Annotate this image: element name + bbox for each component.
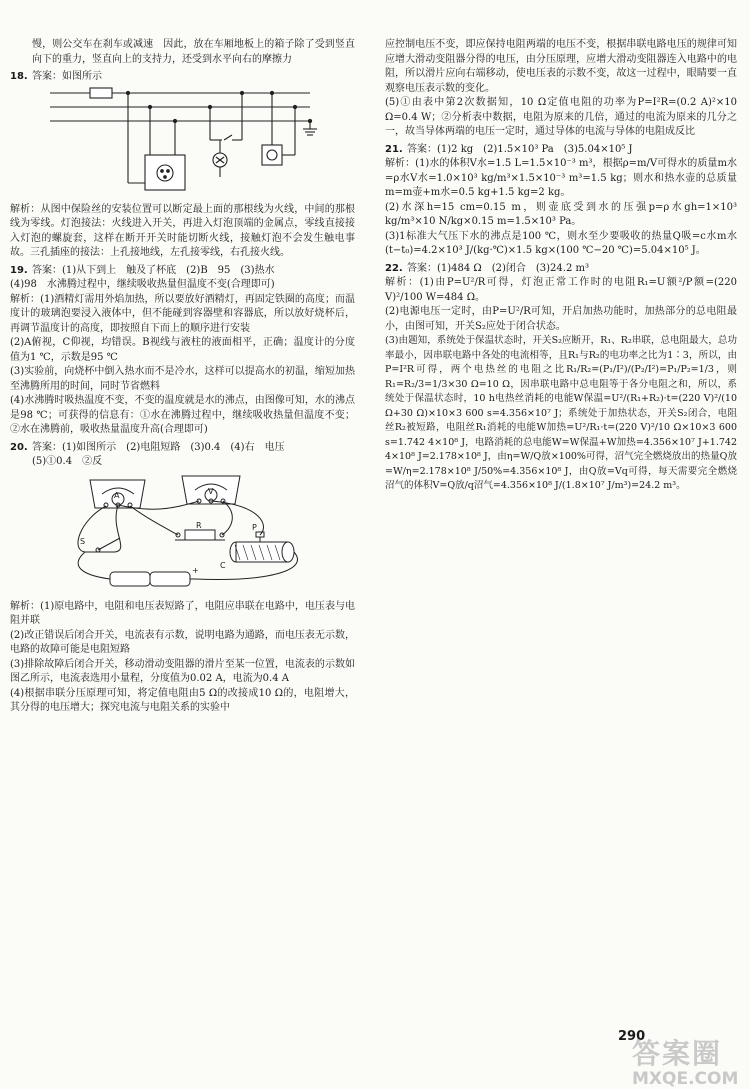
q18-number: 18.	[10, 71, 28, 82]
q19-answer: 答案：(1)从下到上 触及了杯底 (2)B 95 (3)热水	[32, 264, 275, 276]
page-number: 290	[618, 1029, 646, 1044]
right-column	[385, 38, 737, 494]
left-column	[10, 38, 355, 716]
q21-analysis-3: (3)1标准大气压下水的沸点是100 ℃，则水至少要吸收的热量Q吸=c水m水(t−t₀)=4.2×10³ J/(kg·℃)×1.5 kg×(100 ℃−20 ℃)=5.04×10⁵ J。	[385, 230, 737, 256]
q22-answer: 答案：(1)484 Ω (2)闭合 (3)24.2 m³	[407, 262, 589, 274]
q20-number: 20.	[10, 441, 28, 453]
q20-answer-2: (5)①0.4 ②反	[32, 456, 103, 467]
q20-analysis-5: (5)①由表中第2次数据知，10 Ω定值电阻的功率为P=I²R=(0.2 A)²×10 Ω=0.4 W；②分析表中数据，电阻为原来的几倍，通过的电流为原来的几分之一，故当导体两端的电压一定时，通过导体的电流与导体的电阻成反比	[385, 97, 737, 137]
q20-continuation: 应控制电压不变，即应保持电阻两端的电压不变，根据串联电路电压的规律可知应增大滑动变阻器分得的电压，由分压原理，应增大滑动变阻器连入电路中的电阻，所以滑片应向右端移动，使电压表的示数不变，故这一过程中，眼睛要一直观察电压表示数的变化。	[385, 39, 737, 94]
q19-analysis-2: (2)A俯视，C仰视，均错误。B视线与液柱的液面相平，正确；温度计的分度值为1 ℃，示数是95 ℃	[10, 337, 355, 363]
svg-text:R: R	[196, 520, 202, 530]
q20-analysis-1: 解析：(1)原电路中，电阻和电压表短路了，电阻应串联在电路中，电压表与电阻并联	[10, 600, 355, 626]
q19-analysis-3: (3)实验前，向烧杯中倒入热水而不是冷水，这样可以提高水的初温，缩短加热至沸腾所用的时间，同时节省燃料	[10, 366, 355, 392]
q21-number: 21.	[385, 143, 403, 155]
svg-text:A: A	[114, 490, 120, 500]
q18-analysis: 解析：从图中保险丝的安装位置可以断定最上面的那根线为火线，中间的那根线为零线。灯泡接法：火线进入开关，再进入灯泡顶端的金属点，零线直接接入灯泡的螺旋套，这样在断开开关时能切断火线，接触灯泡不会发生触电事故。三孔插座的接法：上孔接地线，左孔接零线，右孔接火线。	[10, 203, 355, 258]
watermark-logo: 答案圈	[632, 1037, 723, 1070]
q17-continuation: 慢，则公交车在刹车或减速 因此，放在车厢地板上的箱子除了受到竖直向下的重力，竖直向上的支持力，还受到水平向右的摩擦力	[32, 39, 355, 65]
svg-text:P: P	[252, 522, 257, 532]
circuit-apparatus-diagram	[10, 470, 355, 600]
svg-text:S: S	[80, 536, 86, 546]
q20-analysis-4: (4)根据串联分压原理可知，将定值电阻由5 Ω的改接成10 Ω的，电阻增大，其分得的电压增大；探究电流与电阻关系的实验中	[10, 687, 355, 713]
q19-analysis-4: (4)水沸腾时吸热温度不变，不变的温度就是水的沸点，由图像可知，水的沸点是98 ℃；可获得的信息有：①水在沸腾过程中，继续吸收热量但温度不变；②水在沸腾前，吸收热量温度升高(合理即可)	[10, 395, 355, 435]
q22-analysis-1: 解析：(1)由P=U²/R可得，灯泡正常工作时的电阻R₁=U额²/P额=(220 V)²/100 W=484 Ω。	[385, 277, 737, 303]
watermark	[632, 1037, 739, 1089]
q21-analysis-1: 解析：(1)水的体积V水=1.5 L=1.5×10⁻³ m³，根据ρ=m/V可得水的质量m水=ρ水V水=1.0×10³ kg/m³×1.5×10⁻³ m³=1.5 kg；则水和热水壶的总质量m=m壶+m水=0.5 kg+1.5 kg=2 kg。	[385, 158, 737, 198]
svg-text:V: V	[208, 486, 214, 496]
q22-number: 22.	[385, 262, 403, 274]
q22-analysis-2: (2)电源电压一定时，由P=U²/R可知，开启加热功能时，加热部分的总电阻最小，由图可知，开关S₂应处于闭合状态。	[385, 306, 737, 332]
q19-answer-4: (4)98 水沸腾过程中，继续吸收热量但温度不变(合理即可)	[10, 279, 275, 290]
q20-analysis-2: (2)改正错误后闭合开关，电流表有示数，说明电路为通路，而电压表无示数，电路的故障可能是电阻短路	[10, 629, 355, 655]
q22-analysis-3: (3)由题知，系统处于保温状态时，开关S₂应断开，R₁、R₂串联，总电阻最大，总功率最小，因串联电路中各处的电流相等，且R₁与R₂的电功率之比为1∶3，所以，由P=I²R可得，两个电热丝的电阻之比R₁/R₂=(P₁/I²)/(P₂/I²)=P₁/P₂=1/3，则R₁=R₂/3=1/3×30 Ω=10 Ω，因串联电路中总电阻等于各分电阻之和，所以，系统处于保温状态时，10 h电热丝消耗的电能W保温=U²/(R₁+R₂)·t=(220 V)²/(10 Ω+30 Ω)×10×3 600 s=4.356×10⁷ J；系统处于加热状态，开关S₂闭合，电阻丝R₂被短路，电阻丝R₁消耗的电能W加热=U²/R₁·t=(220 V)²/10 Ω×10×3 600 s=1.742 4×10⁸ J，电路消耗的总电能W=W保温+W加热=4.356×10⁷ J+1.742 4×10⁸ J=2.178×10⁸ J，由η=W/Q放×100%可得，沼气完全燃烧放出的热量Q放=W/η=2.178×10⁸ J/50%=4.356×10⁸ J，由Q放=Vq可得，每天需要完全燃烧沼气的体积V=Q放/q沼气=4.356×10⁸ J/(1.8×10⁷ J/m³)=24.2 m³。	[385, 335, 737, 491]
svg-text:C: C	[220, 560, 226, 570]
house-wiring-diagram	[10, 85, 355, 203]
q19-analysis-1: 解析：(1)酒精灯需用外焰加热，所以要放好酒精灯，再固定铁圈的高度；而温度计的玻璃泡要浸入液体中，但不能碰到容器壁和容器底，所以放好烧杯后，再调节温度计的高度，即按照自下而上的顺序进行安装	[10, 293, 355, 334]
q19-number: 19.	[10, 264, 28, 276]
q21-analysis-2: (2)水深h=15 cm=0.15 m，则壶底受到水的压强p=ρ水gh=1×10³ kg/m³×10 N/kg×0.15 m=1.5×10³ Pa。	[385, 201, 737, 227]
q18-answer: 答案：如图所示	[32, 71, 102, 82]
q21-answer: 答案：(1)2 kg (2)1.5×10³ Pa (3)5.04×10⁵ J	[407, 143, 633, 155]
svg-text:+: +	[192, 565, 199, 575]
watermark-url: MXQE.COM	[632, 1069, 739, 1089]
q20-analysis-3: (3)排除故障后闭合开关，移动滑动变阻器的滑片至某一位置，电流表的示数如图乙所示，电流表选用小量程，分度值为0.02 A，电流为0.4 A	[10, 658, 355, 684]
q20-answer: 答案：(1)如图所示 (2)电阻短路 (3)0.4 (4)右 电压	[32, 441, 285, 453]
